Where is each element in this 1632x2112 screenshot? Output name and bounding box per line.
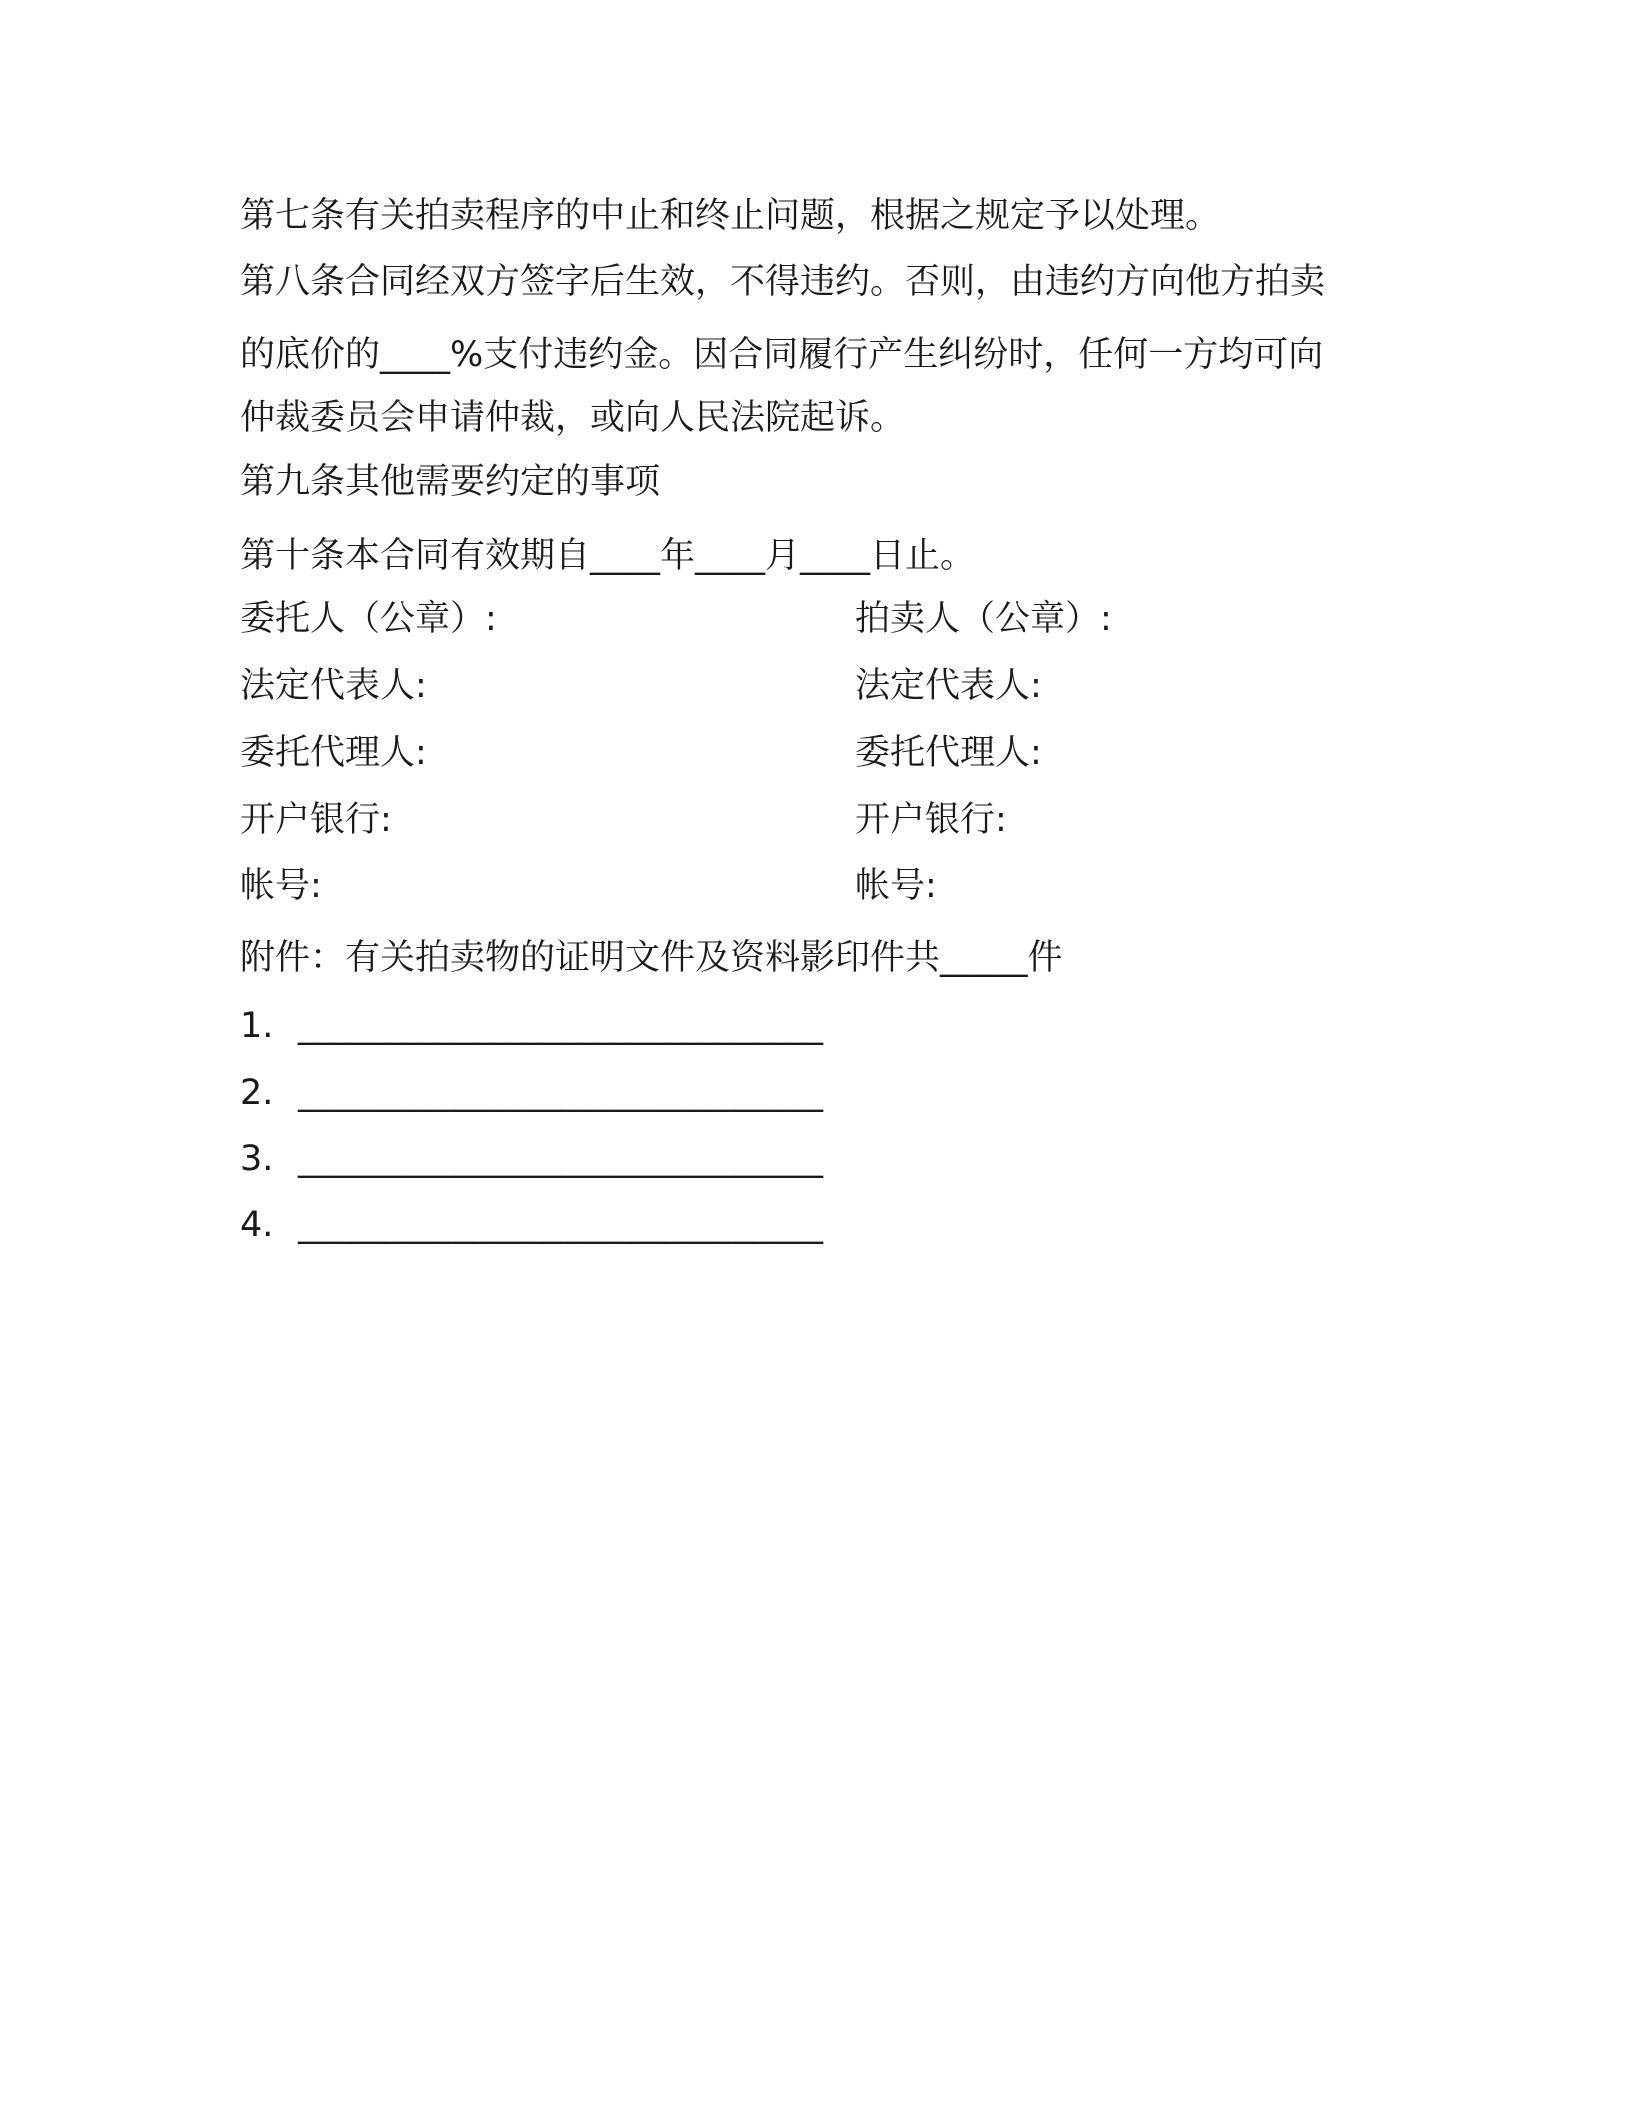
right-legal-rep-label: 法定代表人: (855, 666, 1042, 706)
article-7: 第七条有关拍卖程序的中止和终止问题，根据之规定予以处理。 (240, 196, 1221, 236)
left-agent-label: 委托代理人: (240, 733, 427, 773)
principal-seal-label: 委托人（公章）: (240, 599, 497, 639)
left-account-label: 帐号: (240, 866, 322, 906)
attachment-number: 2. (240, 1073, 274, 1113)
attachment-number: 1. (240, 1006, 274, 1046)
left-bank-label: 开户银行: (240, 800, 392, 840)
attachment-blank: ______________________________ (298, 1073, 823, 1113)
left-legal-rep-label: 法定代表人: (240, 666, 427, 706)
right-account-label: 帐号: (855, 866, 937, 906)
article-10: 第十条本合同有效期自____年____月____日止。 (240, 536, 976, 576)
attachment-blank: ______________________________ (298, 1006, 823, 1046)
attachment-blank: ______________________________ (298, 1205, 823, 1245)
right-bank-label: 开户银行: (855, 800, 1007, 840)
attachment-blank: ______________________________ (298, 1139, 823, 1179)
article-8-line-1: 第八条合同经双方签字后生效，不得违约。否则，由违约方向他方拍卖 (240, 262, 1326, 302)
article-8-line-2: 的底价的____%支付违约金。因合同履行产生纠纷时，任何一方均可向 (240, 335, 1324, 375)
attachments-heading: 附件：有关拍卖物的证明文件及资料影印件共_____件 (240, 938, 1063, 978)
article-8-line-3: 仲裁委员会申请仲裁，或向人民法院起诉。 (240, 398, 906, 438)
article-9: 第九条其他需要约定的事项 (240, 462, 661, 502)
auctioneer-seal-label: 拍卖人（公章）: (855, 599, 1112, 639)
right-agent-label: 委托代理人: (855, 733, 1042, 773)
attachment-number: 4. (240, 1205, 274, 1245)
attachment-number: 3. (240, 1139, 274, 1179)
